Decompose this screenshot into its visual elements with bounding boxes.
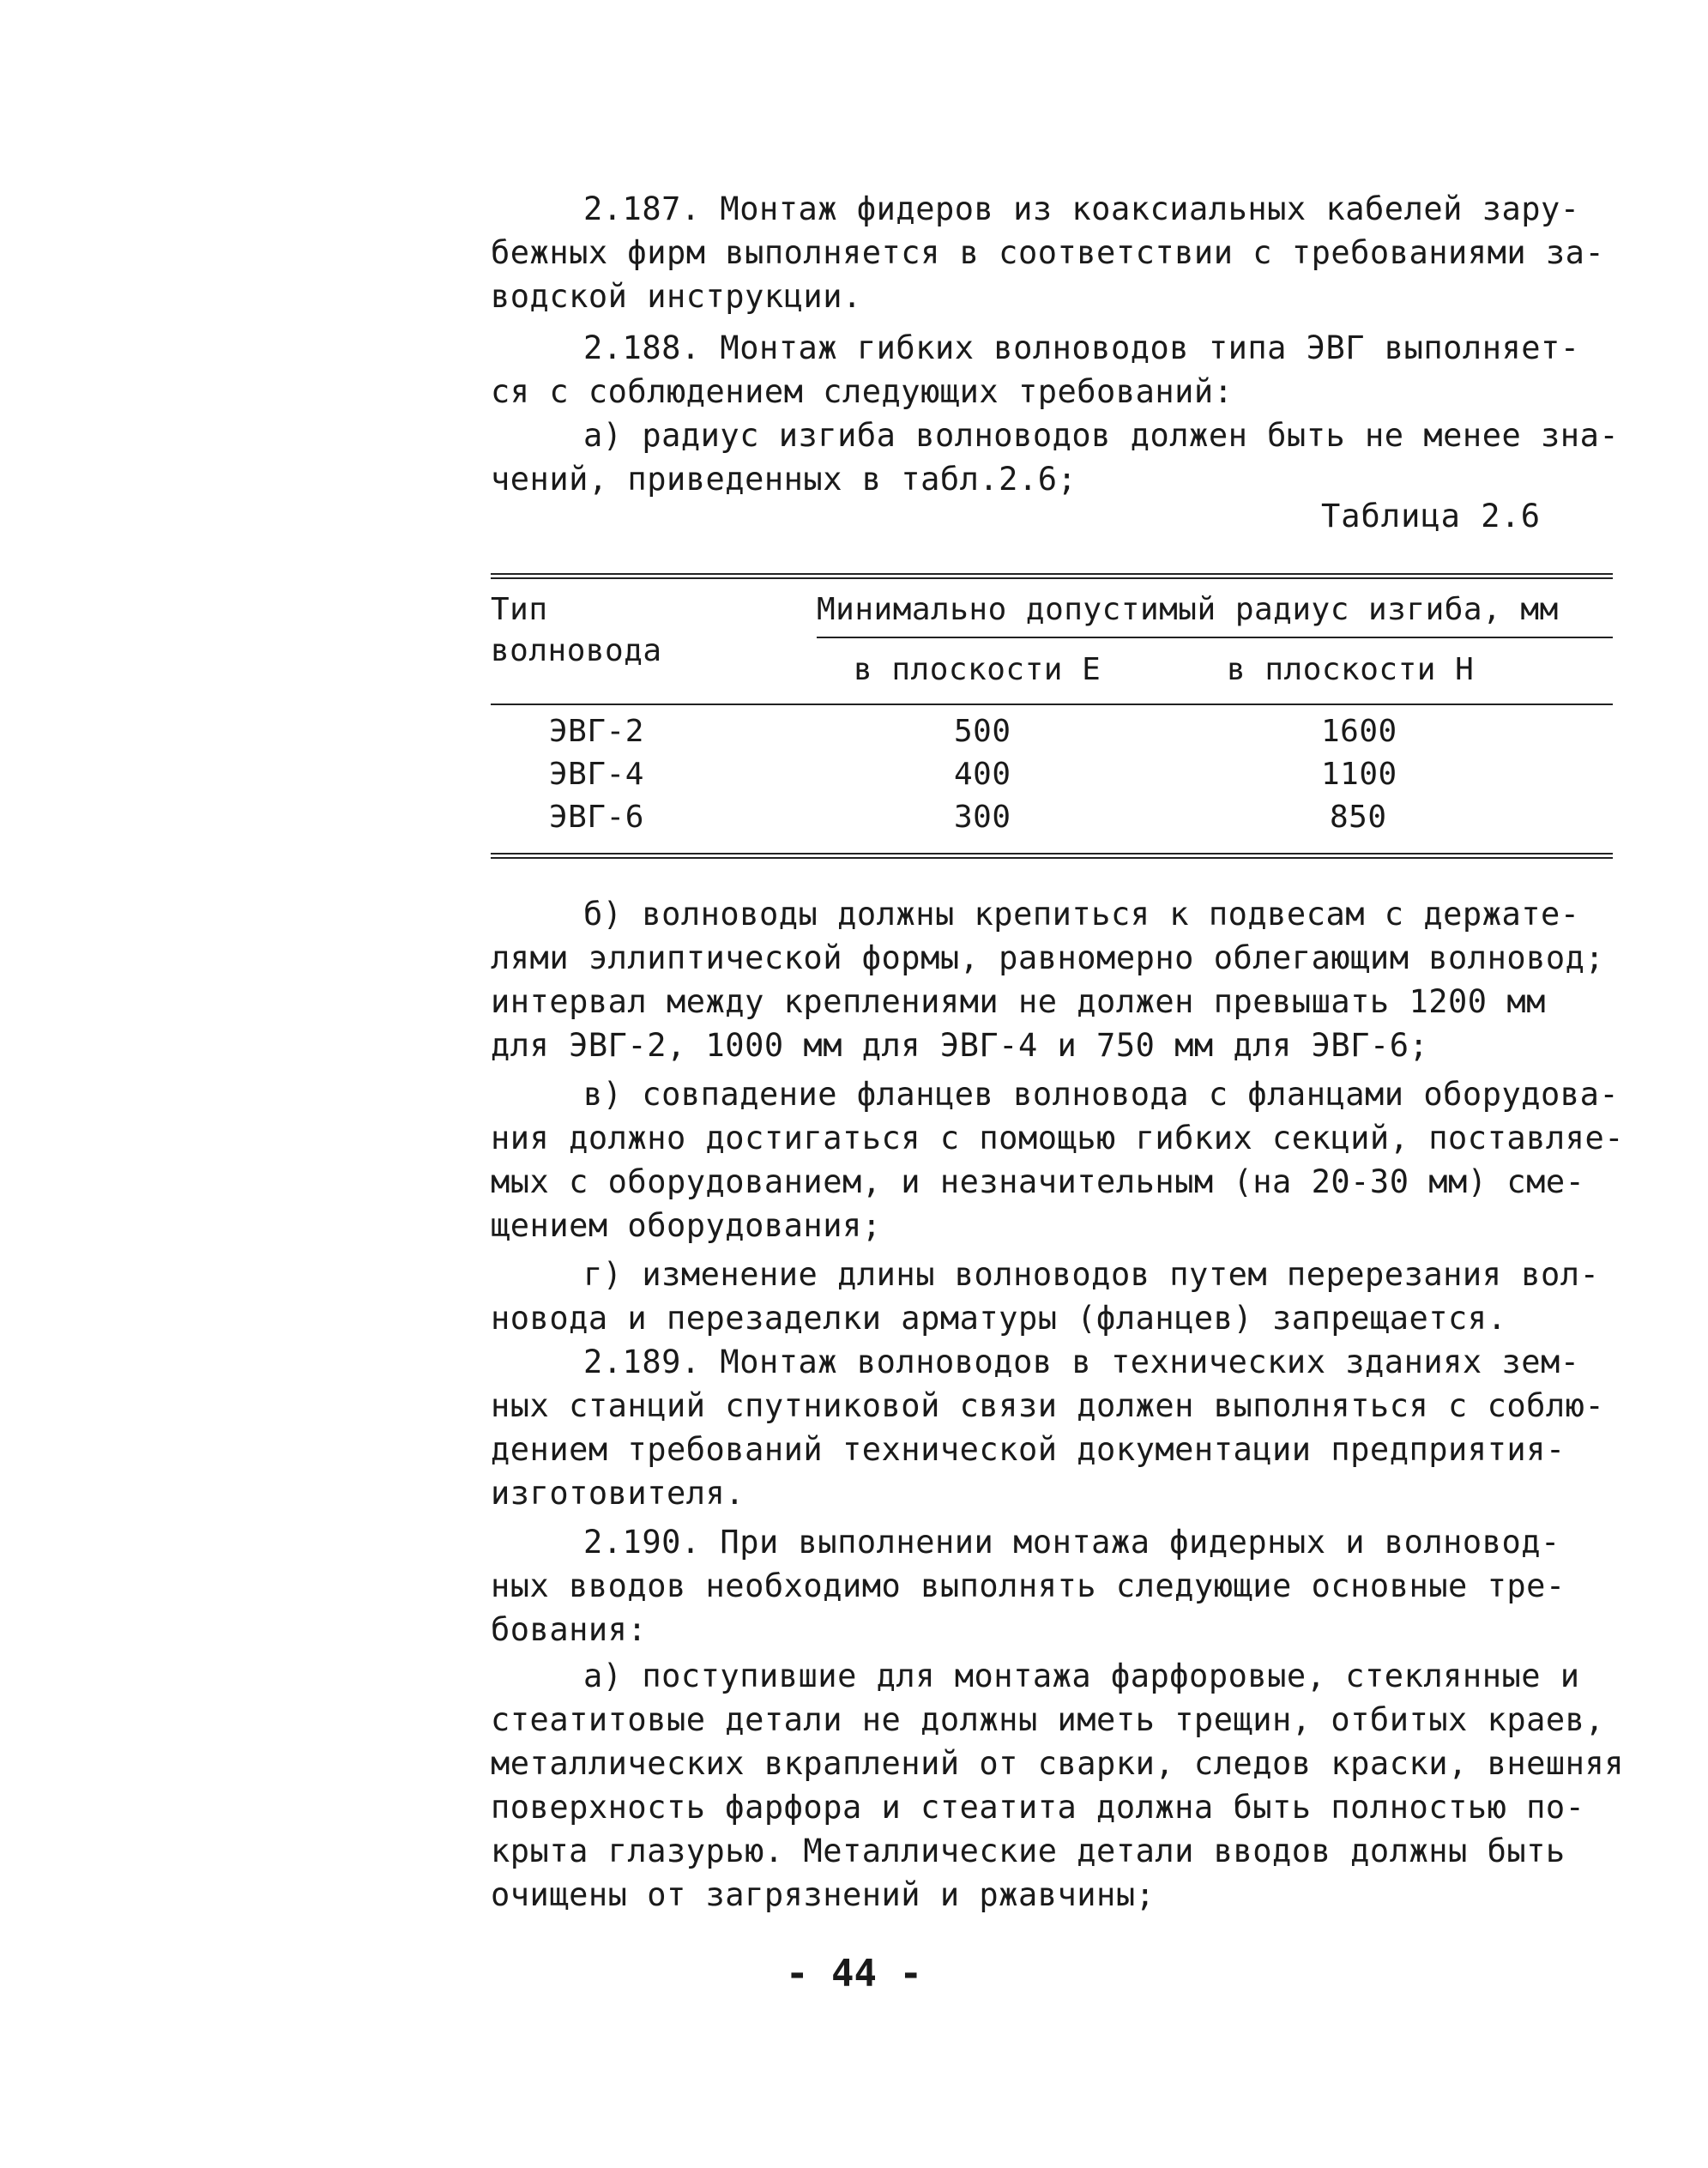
paragraph-item-b bbox=[491, 892, 1640, 1067]
text-line: чений, приведенных в табл.2.6; bbox=[491, 461, 1077, 498]
paragraph-2-190 bbox=[491, 1520, 1640, 1652]
text-line: для ЭВГ-2, 1000 мм для ЭВГ-4 и 750 мм для ЭВГ-6; bbox=[491, 1027, 1429, 1064]
table-header-bottom-rule bbox=[491, 704, 1613, 705]
text-line: ся с соблюдением следующих требований: bbox=[491, 373, 1234, 410]
paragraph-item-a2 bbox=[491, 1654, 1640, 1917]
text-line: а) радиус изгиба волноводов должен быть не менее зна- bbox=[583, 417, 1620, 454]
text-line: очищены от загрязнений и ржавчины; bbox=[491, 1876, 1156, 1913]
text-line: 2.188. Монтаж гибких волноводов типа ЭВГ выполняет- bbox=[583, 329, 1580, 366]
text-line: ных станций спутниковой связи должен выполняться с соблю- bbox=[491, 1387, 1605, 1424]
table-header-type-line2: волновода bbox=[491, 633, 662, 668]
table-cell-plane-h: 1100 bbox=[1321, 757, 1397, 792]
text-line: 2.190. При выполнении монтажа фидерных и волновод- bbox=[583, 1524, 1560, 1561]
paragraph-2-187 bbox=[491, 187, 1640, 318]
table-header-type-line1: Тип bbox=[491, 592, 548, 627]
table-header-plane-h: в плоскости Н bbox=[1227, 652, 1475, 687]
text-line: лями эллиптической формы, равномерно облегающим волновод; bbox=[491, 939, 1605, 976]
table-cell-plane-e: 500 bbox=[954, 714, 1011, 749]
paragraph-item-g bbox=[491, 1253, 1640, 1340]
text-line: ных вводов необходимо выполнять следующие основные тре- bbox=[491, 1567, 1566, 1604]
text-line: водской инструкции. bbox=[491, 278, 862, 315]
text-line: мых с оборудованием, и незначительным (на 20-30 мм) сме- bbox=[491, 1163, 1585, 1200]
table-top-rule bbox=[491, 573, 1613, 579]
text-line: 2.187. Монтаж фидеров из коаксиальных кабелей зару- bbox=[583, 190, 1580, 227]
text-line: изготовителя. bbox=[491, 1475, 745, 1512]
table-bottom-rule bbox=[491, 853, 1613, 859]
text-line: дением требований технической документации предприятия- bbox=[491, 1431, 1566, 1468]
text-line: а) поступившие для монтажа фарфоровые, стеклянные и bbox=[583, 1658, 1580, 1694]
table-subheader-rule bbox=[817, 637, 1613, 638]
text-line: металлических вкраплений от сварки, следов краски, внешняя bbox=[491, 1745, 1625, 1782]
text-line: интервал между креплениями не должен превышать 1200 мм bbox=[491, 983, 1546, 1020]
paragraph-item-v bbox=[491, 1072, 1640, 1247]
text-line: крыта глазурью. Металлические детали вводов должны быть bbox=[491, 1833, 1566, 1869]
text-line: бежных фирм выполняется в соответствии с требованиями за- bbox=[491, 234, 1605, 271]
table-cell-type: ЭВГ-6 bbox=[549, 800, 644, 835]
table-header-group: Минимально допустимый радиус изгиба, мм bbox=[817, 592, 1559, 627]
text-line: бования: bbox=[491, 1611, 648, 1648]
text-line: стеатитовые детали не должны иметь трещин, отбитых краев, bbox=[491, 1701, 1605, 1738]
paragraph-item-a bbox=[491, 414, 1640, 501]
table-cell-plane-e: 400 bbox=[954, 757, 1011, 792]
text-line: новода и перезаделки арматуры (фланцев) запрещается. bbox=[491, 1300, 1507, 1337]
table-cell-plane-e: 300 bbox=[954, 800, 1011, 835]
table-cell-type: ЭВГ-4 bbox=[549, 757, 644, 792]
paragraph-2-189 bbox=[491, 1340, 1640, 1515]
text-line: в) совпадение фланцев волновода с фланцами оборудова- bbox=[583, 1076, 1620, 1113]
table-caption: Таблица 2.6 bbox=[1321, 498, 1542, 534]
page-number: - 44 - bbox=[786, 1952, 922, 1996]
text-line: б) волноводы должны крепиться к подвесам с держате- bbox=[583, 896, 1580, 933]
table-header-plane-e: в плоскости Е bbox=[854, 652, 1101, 687]
text-line: щением оборудования; bbox=[491, 1207, 882, 1244]
text-line: 2.189. Монтаж волноводов в технических зданиях зем- bbox=[583, 1344, 1580, 1380]
text-line: г) изменение длины волноводов путем перерезания вол- bbox=[583, 1256, 1600, 1293]
text-line: ния должно достигаться с помощью гибких секций, поставляе- bbox=[491, 1120, 1625, 1156]
table-cell-type: ЭВГ-2 bbox=[549, 714, 644, 749]
text-line: поверхность фарфора и стеатита должна быть полностью по- bbox=[491, 1789, 1585, 1826]
paragraph-2-188 bbox=[491, 326, 1640, 414]
table-cell-plane-h: 850 bbox=[1330, 800, 1387, 835]
table-cell-plane-h: 1600 bbox=[1321, 714, 1397, 749]
